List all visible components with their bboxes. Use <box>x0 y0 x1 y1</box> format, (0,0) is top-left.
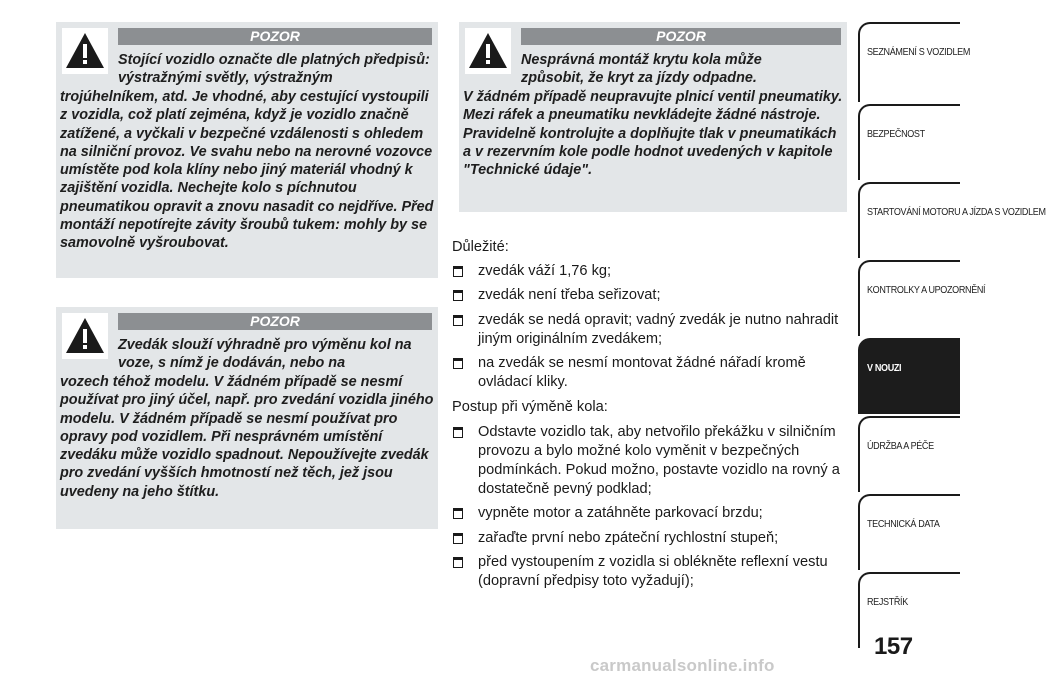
checkbox-bullet-icon <box>453 427 463 438</box>
warning-text-body: V žádném případě neupravujte plnicí ventil pneumatiky. Mezi ráfek a pneumatiku nevkládejte žádné nástroje. Pravidelně kontrolujte a doplňujte tlak v pneumatikách a v rezervním kole podle hodnot uvedených v kapitole "Technické údaje". <box>463 89 843 179</box>
tab-seznameni-s-vozidlem[interactable]: SEZNÁMENÍ S VOZIDLEM <box>858 22 960 102</box>
tab-startovani[interactable]: STARTOVÁNÍ MOTORU A JÍZDA S VOZIDLEM <box>858 182 960 258</box>
warning-box-2 <box>56 307 438 529</box>
warning-header: POZOR <box>118 313 432 330</box>
checkbox-bullet-icon <box>453 508 463 519</box>
list-item: na zvedák se nesmí montovat žádné nářadí kromě ovládací kliky. <box>452 354 847 392</box>
list-item: zvedák se nedá opravit; vadný zvedák je nutno nahradit jiným originálním zvedákem; <box>452 311 847 349</box>
procedure-list <box>452 423 847 592</box>
warning-text-body: vozech téhož modelu. V žádném případě se nesmí používat pro jiný účel, např. pro zvedání vozidla jiného modelu. V žádném případě se nesmí používat pro opravy pod vozidlem. Při nesprávném umístění zvedáku může vozidlo spadnout. Nepoužívejte zvedák pro zvedání vyšších hmotností než těch, jež jsou uvedeny na jeho štítku. <box>60 374 434 500</box>
warning-triangle-icon <box>465 28 511 74</box>
warning-header: POZOR <box>521 28 841 45</box>
tab-v-nouzi[interactable]: V NOUZI <box>858 338 960 414</box>
warning-text-body: trojúhelníkem, atd. Je vhodné, aby cestující vystoupili z vozidla, což platí zejména, když je vozidlo značně zatížené, a vyčkali v bezpečné vzdálenosti s ohledem na silniční provoz. Ve svahu nebo na nerovné vozovce umístěte pod kola klíny nebo jiný materiál vhodný k zajištění vozidla. Nechejte kolo s píchnutou pneumatikou opravit a znovu nasadit co nejdříve. Před montáží nepotírejte závity šroubů tukem: mohly by se samovolně vyšroubovat. <box>60 89 434 252</box>
warning-box-3 <box>459 22 847 212</box>
tab-udrzba-a-pece[interactable]: ÚDRŽBA A PÉČE <box>858 416 960 492</box>
warning-header: POZOR <box>118 28 432 45</box>
list-item: zvedák váží 1,76 kg; <box>452 262 847 281</box>
list-item: vypněte motor a zatáhněte parkovací brzdu; <box>452 504 847 523</box>
warning-box-1 <box>56 22 438 278</box>
tab-bezpecnost[interactable]: BEZPEČNOST <box>858 104 960 180</box>
warning-text-lead: Nesprávná montáž krytu kola může způsobit, že kryt za jízdy odpadne. <box>521 52 762 87</box>
procedure-heading: Postup při výměně kola: <box>452 399 608 416</box>
checkbox-bullet-icon <box>453 533 463 544</box>
list-item: Odstavte vozidlo tak, aby netvořilo překážku v silničním provozu a bylo možné kolo vyměnit v bezpečných podmínkách. Pokud možno, postavte vozidlo na rovný a dostatečně pevný podklad; <box>452 423 847 500</box>
list-item: zvedák není třeba seřizovat; <box>452 286 847 305</box>
watermark: carmanualsonline.info <box>590 656 775 675</box>
checkbox-bullet-icon <box>453 358 463 369</box>
list-item: zařaďte první nebo zpáteční rychlostní stupeň; <box>452 529 847 548</box>
tab-technicka-data[interactable]: TECHNICKÁ DATA <box>858 494 960 570</box>
instructions-column <box>452 238 847 597</box>
important-list <box>452 262 847 392</box>
warning-triangle-icon <box>62 313 108 359</box>
important-heading: Důležité: <box>452 239 509 255</box>
page-number: 157 <box>874 633 913 660</box>
warning-text-lead: Zvedák slouží výhradně pro výměnu kol na voze, s nímž je dodáván, nebo na <box>118 337 412 372</box>
list-item: před vystoupením z vozidla si oblékněte reflexní vestu (dopravní předpisy toto vyžadují); <box>452 553 847 591</box>
checkbox-bullet-icon <box>453 266 463 277</box>
checkbox-bullet-icon <box>453 557 463 568</box>
tab-kontrolky[interactable]: KONTROLKY A UPOZORNĚNÍ <box>858 260 960 336</box>
checkbox-bullet-icon <box>453 290 463 301</box>
warning-triangle-icon <box>62 28 108 74</box>
checkbox-bullet-icon <box>453 315 463 326</box>
tab-rejstrik[interactable]: REJSTŘÍK <box>858 572 960 648</box>
warning-text-lead: Stojící vozidlo označte dle platných předpisů: výstražnými světly, výstražným <box>118 52 430 87</box>
